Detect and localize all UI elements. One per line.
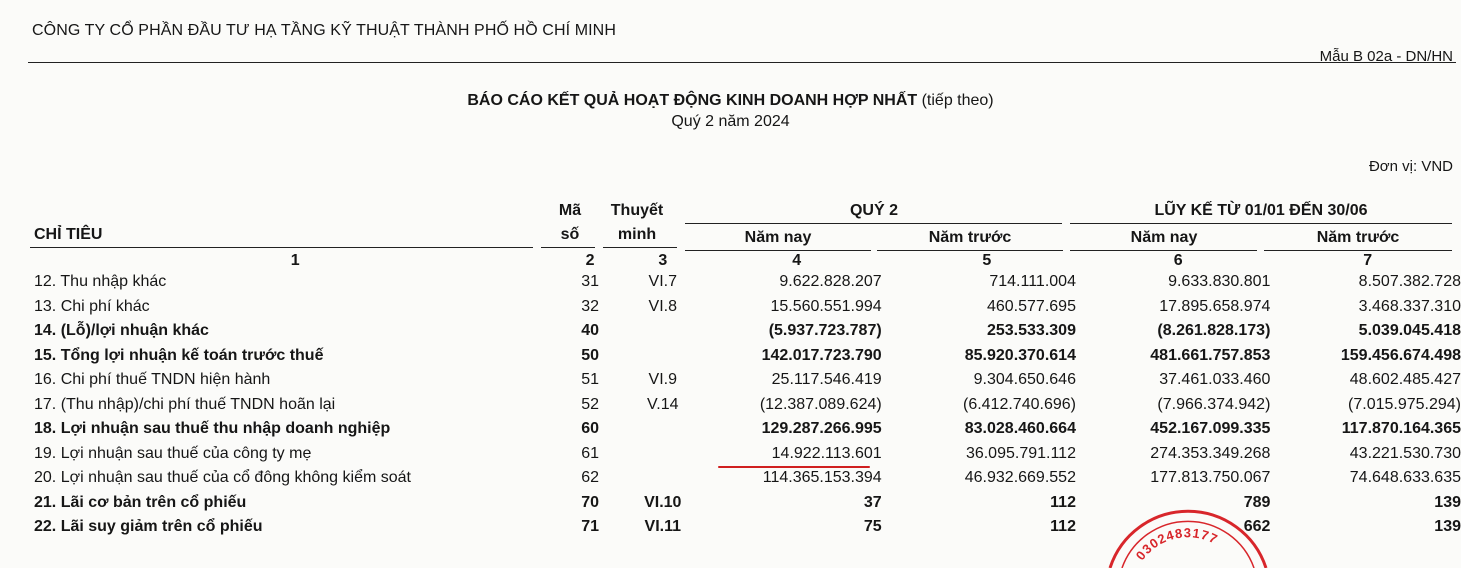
row-ytd-this-year: 9.633.830.801: [1168, 273, 1271, 291]
ytd-group-rule: [1070, 223, 1452, 224]
row-note: VI.11: [644, 518, 682, 536]
row-ytd-this-year: (7.966.374.942): [1157, 395, 1271, 413]
form-number: Mẫu B 02a - DN/HN: [1319, 48, 1453, 65]
row-quarter-last-year: 36.095.791.112: [965, 444, 1076, 462]
row-code: 62: [581, 469, 600, 487]
header-note-line1: Thuyết: [610, 202, 664, 219]
column-number-row: [30, 252, 1461, 270]
row-quarter-this-year: 142.017.723.790: [761, 346, 882, 364]
row-quarter-last-year: 460.577.695: [986, 297, 1076, 315]
row-ytd-last-year: 139: [1434, 493, 1461, 511]
row-ytd-this-year: 274.353.349.268: [1150, 444, 1271, 462]
row-note: VI.8: [648, 297, 677, 315]
row-ytd-this-year: 789: [1243, 493, 1271, 511]
row-code: 60: [581, 420, 600, 438]
header-divider: [28, 62, 1456, 63]
row-ytd-this-year: 177.813.750.067: [1150, 469, 1271, 487]
column-number: 3: [658, 252, 668, 269]
income-statement-table: [30, 252, 1461, 540]
quarter-now-rule: [685, 250, 871, 251]
row-note: [624, 344, 702, 369]
row-ytd-last-year: 74.648.633.635: [1349, 469, 1461, 487]
row-ytd-last-year: 159.456.674.498: [1340, 346, 1461, 364]
header-note-line2: minh: [617, 226, 657, 243]
row-quarter-last-year: 714.111.004: [989, 273, 1076, 291]
row-quarter-last-year: 112: [1050, 518, 1076, 536]
row-quarter-last-year: 85.920.370.614: [964, 346, 1076, 364]
column-number: 4: [792, 252, 802, 269]
currency-unit: Đơn vị: VND: [1368, 158, 1453, 175]
table-row: [30, 270, 1461, 295]
row-ytd-this-year: 662: [1243, 518, 1271, 536]
row-note: [624, 319, 702, 344]
header-quarter-last-year: Năm trước: [928, 229, 1012, 246]
row-note: VI.10: [644, 493, 682, 511]
column-number: 2: [585, 252, 595, 269]
row-ytd-last-year: 117.870.164.365: [1341, 420, 1461, 438]
row-ytd-last-year: 139: [1434, 518, 1461, 536]
table-row: [30, 295, 1461, 320]
row-code: 32: [581, 297, 600, 315]
row-quarter-last-year: 83.028.460.664: [964, 420, 1076, 438]
report-title-main: BÁO CÁO KẾT QUẢ HOẠT ĐỘNG KINH DOANH HỢP NHẤT: [467, 92, 918, 109]
table-row: [30, 417, 1461, 442]
row-ytd-this-year: 37.461.033.460: [1159, 371, 1271, 389]
code-rule: [541, 247, 595, 248]
row-ytd-last-year: 8.507.382.728: [1358, 273, 1461, 291]
svg-text:0302483177: 0302483177: [1132, 525, 1221, 563]
row-code: 51: [581, 371, 600, 389]
row-note: [624, 417, 702, 442]
row-ytd-this-year: 17.895.658.974: [1159, 297, 1271, 315]
report-title: [0, 92, 1461, 110]
header-ytd-this-year: Năm nay: [1130, 229, 1198, 246]
row-code: 40: [581, 322, 600, 340]
row-quarter-this-year: (12.387.089.624): [759, 395, 882, 413]
row-quarter-last-year: 9.304.650.646: [973, 371, 1076, 389]
row-quarter-this-year: 37: [863, 493, 882, 511]
row-quarter-this-year: 114.365.153.394: [762, 469, 882, 487]
row-note: VI.7: [648, 273, 677, 291]
report-title-suffix: (tiếp theo): [921, 92, 994, 109]
row-name: 14. (Lỗ)/lợi nhuận khác: [34, 322, 209, 340]
row-name: 22. Lãi suy giảm trên cổ phiếu: [34, 518, 263, 536]
table-row: [30, 319, 1461, 344]
column-number: 5: [982, 252, 992, 269]
row-quarter-this-year: 75: [863, 518, 882, 536]
column-number: 7: [1363, 252, 1373, 269]
row-name: 15. Tổng lợi nhuận kế toán trước thuế: [34, 346, 324, 364]
row-code: 31: [581, 273, 600, 291]
row-code: 61: [581, 444, 600, 462]
row-quarter-this-year: 14.922.113.601: [771, 444, 882, 462]
row-note: [624, 442, 702, 467]
header-ytd-group: LŨY KẾ TỪ 01/01 ĐẾN 30/06: [1154, 202, 1368, 219]
row-name: 21. Lãi cơ bản trên cổ phiếu: [34, 493, 247, 511]
quarter-prev-rule: [877, 250, 1063, 251]
row-quarter-last-year: 253.533.309: [986, 322, 1076, 340]
row-note: VI.9: [648, 371, 677, 389]
row-name: 19. Lợi nhuận sau thuế của công ty mẹ: [34, 444, 312, 462]
company-seal: [1098, 508, 1278, 568]
indicator-rule: [30, 247, 533, 248]
table-row: [30, 466, 1461, 491]
note-rule: [603, 247, 677, 248]
row-note: [624, 466, 702, 491]
header-code-line2: số: [560, 226, 580, 243]
row-code: 50: [581, 346, 600, 364]
header-indicator: CHỈ TIÊU: [34, 226, 103, 243]
ytd-prev-rule: [1264, 250, 1452, 251]
row-name: 12. Thu nhập khác: [34, 273, 167, 291]
row-name: 16. Chi phí thuế TNDN hiện hành: [34, 371, 271, 389]
row-quarter-last-year: 46.932.669.552: [964, 469, 1076, 487]
row-ytd-last-year: 5.039.045.418: [1358, 322, 1461, 340]
report-period: Quý 2 năm 2024: [671, 113, 790, 130]
header-ytd-last-year: Năm trước: [1316, 229, 1400, 246]
row-quarter-this-year: 25.117.546.419: [771, 371, 882, 389]
row-quarter-this-year: 9.622.828.207: [779, 273, 882, 291]
ytd-now-rule: [1070, 250, 1257, 251]
table-row: [30, 442, 1461, 467]
header-code-line1: Mã: [558, 202, 582, 219]
row-name: 20. Lợi nhuận sau thuế của cổ đông không kiểm soát: [34, 469, 411, 487]
table-row: [30, 344, 1461, 369]
row-ytd-last-year: 43.221.530.730: [1349, 444, 1461, 462]
row-quarter-last-year: (6.412.740.696): [962, 395, 1076, 413]
row-ytd-last-year: 3.468.337.310: [1358, 297, 1461, 315]
header-quarter-group: QUÝ 2: [849, 202, 898, 219]
row-quarter-this-year: 15.560.551.994: [770, 297, 882, 315]
row-code: 71: [581, 518, 600, 536]
row-quarter-this-year: (5.937.723.787): [768, 322, 882, 340]
row-ytd-last-year: (7.015.975.294): [1348, 395, 1461, 413]
header-quarter-this-year: Năm nay: [744, 229, 812, 246]
column-number: 6: [1173, 252, 1183, 269]
quarter-group-rule: [685, 223, 1062, 224]
row-note: V.14: [647, 395, 679, 413]
row-code: 52: [581, 395, 600, 413]
row-name: 13. Chi phí khác: [34, 297, 150, 315]
row-ytd-this-year: (8.261.828.173): [1157, 322, 1271, 340]
row-code: 70: [581, 493, 600, 511]
row-ytd-this-year: 481.661.757.853: [1150, 346, 1271, 364]
table-row: [30, 368, 1461, 393]
table-row: [30, 393, 1461, 418]
row-ytd-this-year: 452.167.099.335: [1150, 420, 1271, 438]
row-quarter-last-year: 112: [1050, 493, 1076, 511]
company-name: CÔNG TY CỔ PHẦN ĐẦU TƯ HẠ TẦNG KỸ THUẬT THÀNH PHỐ HỒ CHÍ MINH: [32, 22, 616, 39]
row-name: 17. (Thu nhập)/chi phí thuế TNDN hoãn lại: [34, 395, 336, 413]
row-ytd-last-year: 48.602.485.427: [1349, 371, 1461, 389]
row-quarter-this-year: 129.287.266.995: [761, 420, 882, 438]
column-number: 1: [290, 252, 300, 269]
highlight-underline: [718, 466, 870, 468]
row-name: 18. Lợi nhuận sau thuế thu nhập doanh nghiệp: [34, 420, 391, 438]
